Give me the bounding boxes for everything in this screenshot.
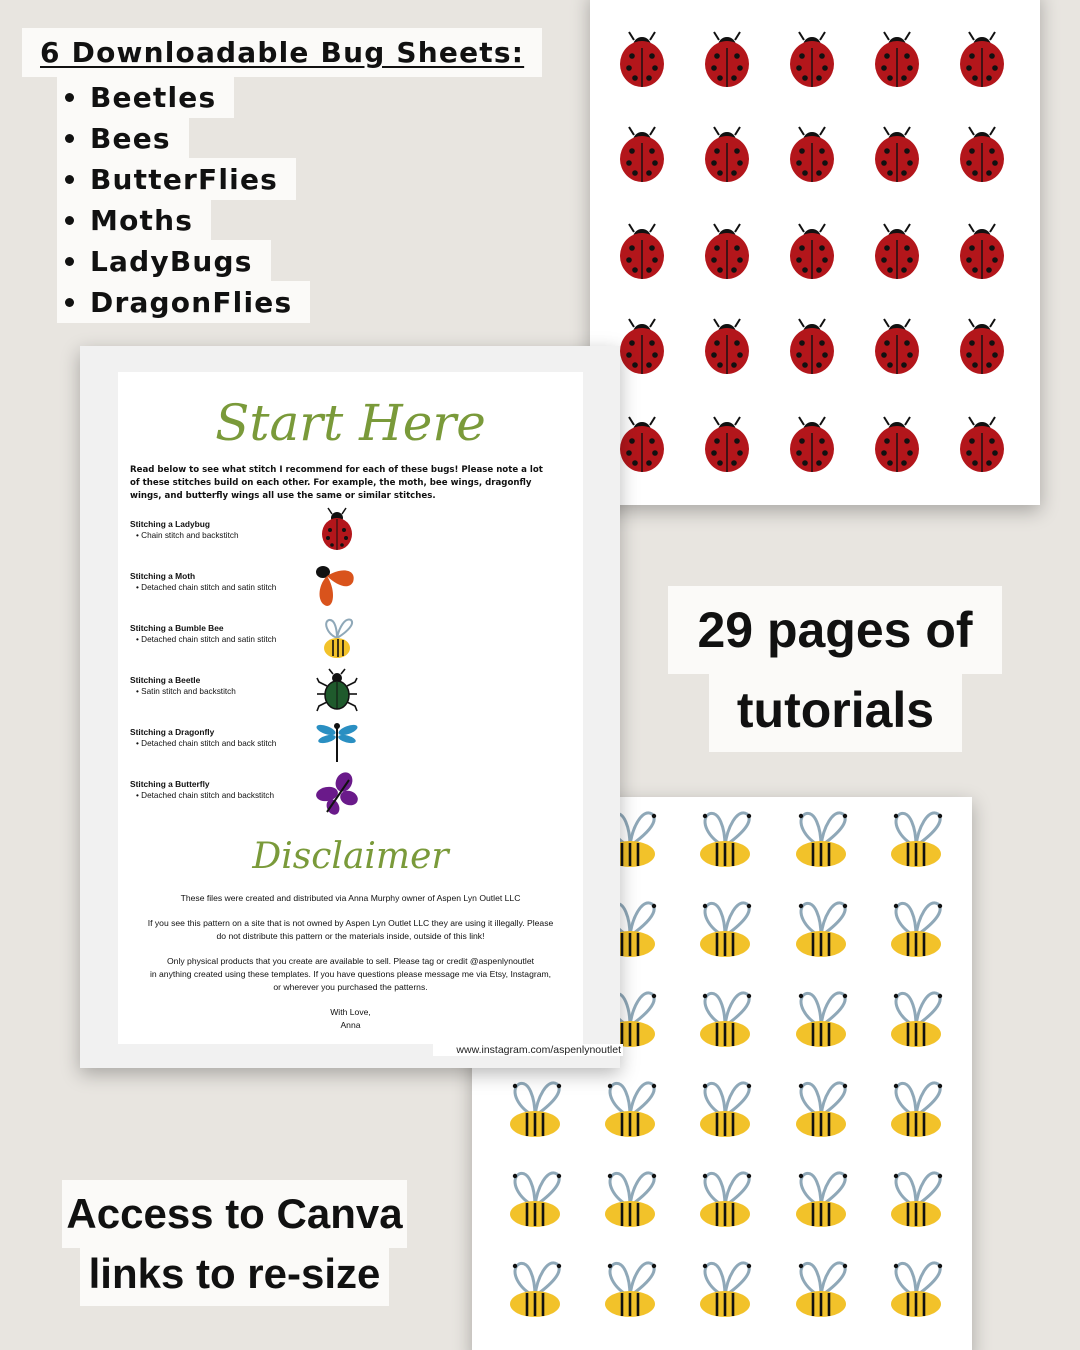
ladybug-motif	[960, 32, 1004, 87]
signoff-name: Anna	[340, 1020, 361, 1030]
bee-motif	[796, 813, 847, 867]
bug-list-item-dragonflies	[57, 281, 310, 323]
stitch-title: Stitching a Bumble Bee	[130, 623, 224, 633]
resize-links-label: links to re-size	[80, 1246, 389, 1306]
bee-motif	[700, 1083, 751, 1137]
bee-motif	[700, 903, 751, 957]
ladybug-motif	[705, 32, 749, 87]
bee-motif	[796, 903, 847, 957]
stitch-title: Stitching a Moth	[130, 571, 196, 581]
bee-motif	[510, 1263, 561, 1317]
signoff-line: With Love,	[330, 1007, 371, 1017]
bee-motif	[796, 1263, 847, 1317]
ladybug-motif	[620, 417, 664, 472]
bee-motif	[891, 1173, 942, 1227]
stitch-title: Stitching a Ladybug	[130, 519, 211, 529]
bee-motif	[605, 1263, 656, 1317]
ladybug-motif	[960, 319, 1004, 374]
stitch-desc: • Detached chain stitch and back stitch	[130, 738, 330, 750]
bullet-icon	[65, 298, 74, 307]
ladybug-motif	[875, 417, 919, 472]
ladybug-icon	[313, 506, 361, 554]
bug-list-label: Beetles	[90, 80, 217, 114]
disclaimer-line: do not distribute this pattern or the materials inside, outside of this link!	[216, 931, 485, 941]
ladybug-motif	[875, 127, 919, 182]
bee-motif	[796, 993, 847, 1047]
bullet-icon	[65, 93, 74, 102]
bee-motif	[700, 993, 751, 1047]
ladybug-grid	[590, 0, 1040, 505]
ladybug-pattern-sheet	[590, 0, 1040, 505]
ladybug-motif	[960, 224, 1004, 279]
ladybug-motif	[790, 319, 834, 374]
disclaimer-title: Disclaimer	[252, 836, 449, 877]
bug-list-label: ButterFlies	[90, 162, 279, 196]
stitch-desc: • Chain stitch and backstitch	[130, 530, 330, 542]
bee-motif	[891, 813, 942, 867]
bee-motif	[700, 1173, 751, 1227]
ladybug-motif	[705, 319, 749, 374]
pages-count-label: 29 pages of	[668, 586, 1002, 674]
ladybug-motif	[620, 224, 664, 279]
stitch-desc: • Detached chain stitch and satin stitch	[130, 634, 330, 646]
bug-sheets-heading: 6 Downloadable Bug Sheets:	[22, 28, 542, 77]
stitch-item-moth	[130, 570, 330, 594]
bee-motif	[700, 813, 751, 867]
stitch-desc: • Detached chain stitch and satin stitch	[130, 582, 330, 594]
instagram-link[interactable]: www.instagram.com/aspenlynoutlet	[433, 1044, 623, 1056]
bee-motif	[891, 993, 942, 1047]
bug-list-label: Moths	[90, 203, 194, 237]
bug-list-item-bees	[57, 117, 189, 159]
stitch-item-ladybug	[130, 518, 330, 542]
ladybug-motif	[960, 127, 1004, 182]
tutorials-label: tutorials	[709, 674, 962, 752]
start-here-content	[118, 372, 583, 1044]
ladybug-motif	[705, 224, 749, 279]
ladybug-motif	[790, 32, 834, 87]
stitch-item-bee	[130, 622, 330, 646]
bee-motif	[605, 1083, 656, 1137]
disclaimer-line: in anything created using these templates. If you have questions please message me via Etsy, Instagram,	[149, 969, 552, 979]
ladybug-motif	[790, 417, 834, 472]
bee-motif	[796, 1173, 847, 1227]
bee-motif	[891, 1083, 942, 1137]
bee-icon	[313, 614, 361, 662]
start-here-title: Start Here	[215, 394, 486, 452]
disclaimer-line: These files were created and distributed via Anna Murphy owner of Aspen Lyn Outlet LLC	[180, 893, 521, 903]
ladybug-motif	[875, 32, 919, 87]
ladybug-motif	[875, 319, 919, 374]
bee-motif	[510, 1173, 561, 1227]
stitch-item-butterfly	[130, 778, 330, 802]
start-here-page	[80, 346, 620, 1068]
bullet-icon	[65, 175, 74, 184]
ladybug-motif	[875, 224, 919, 279]
stitch-title: Stitching a Dragonfly	[130, 727, 215, 737]
bug-list-item-beetles	[57, 76, 234, 118]
moth-icon	[313, 562, 361, 610]
bug-list-item-ladybugs	[57, 240, 271, 282]
bee-motif	[700, 1263, 751, 1317]
bullet-icon	[65, 216, 74, 225]
ladybug-motif	[620, 319, 664, 374]
ladybug-motif	[790, 224, 834, 279]
disclaimer-line: Only physical products that you create are available to sell. Please tag or credit @aspenlynoutlet	[167, 956, 534, 966]
butterfly-icon	[313, 770, 361, 818]
bee-motif	[510, 1083, 561, 1137]
beetle-icon	[313, 666, 361, 714]
stitch-item-dragonfly	[130, 726, 330, 750]
canva-access-label: Access to Canva	[62, 1180, 407, 1248]
stitch-title: Stitching a Butterfly	[130, 779, 210, 789]
bullet-icon	[65, 134, 74, 143]
bee-motif	[605, 1173, 656, 1227]
ladybug-motif	[620, 32, 664, 87]
stitch-desc: • Detached chain stitch and backstitch	[130, 790, 330, 802]
bug-list-label: DragonFlies	[90, 285, 293, 319]
bee-motif	[796, 1083, 847, 1137]
bug-list-item-butterflies	[57, 158, 296, 200]
ladybug-motif	[620, 127, 664, 182]
disclaimer-line: or wherever you purchased the patterns.	[273, 982, 428, 992]
ladybug-motif	[960, 417, 1004, 472]
ladybug-motif	[705, 127, 749, 182]
stitch-desc: • Satin stitch and backstitch	[130, 686, 330, 698]
intro-paragraph: Read below to see what stitch I recommend for each of these bugs! Please note a lot of these stitches build on each other. For example, the moth, bee wings, dragonfly wings, and butterfly wings all use the same or similar stitches.	[130, 465, 543, 501]
stitch-title: Stitching a Beetle	[130, 675, 201, 685]
bullet-icon	[65, 257, 74, 266]
bug-list-item-moths	[57, 199, 211, 241]
bee-motif	[891, 903, 942, 957]
bug-list-label: LadyBugs	[90, 244, 253, 278]
bee-motif	[891, 1263, 942, 1317]
bug-list-label: Bees	[90, 121, 171, 155]
disclaimer-line: If you see this pattern on a site that is not owned by Aspen Lyn Outlet LLC they are using it illegally. Please	[147, 918, 554, 928]
dragonfly-icon	[313, 718, 361, 766]
ladybug-motif	[705, 417, 749, 472]
stitch-item-beetle	[130, 674, 330, 698]
ladybug-motif	[790, 127, 834, 182]
